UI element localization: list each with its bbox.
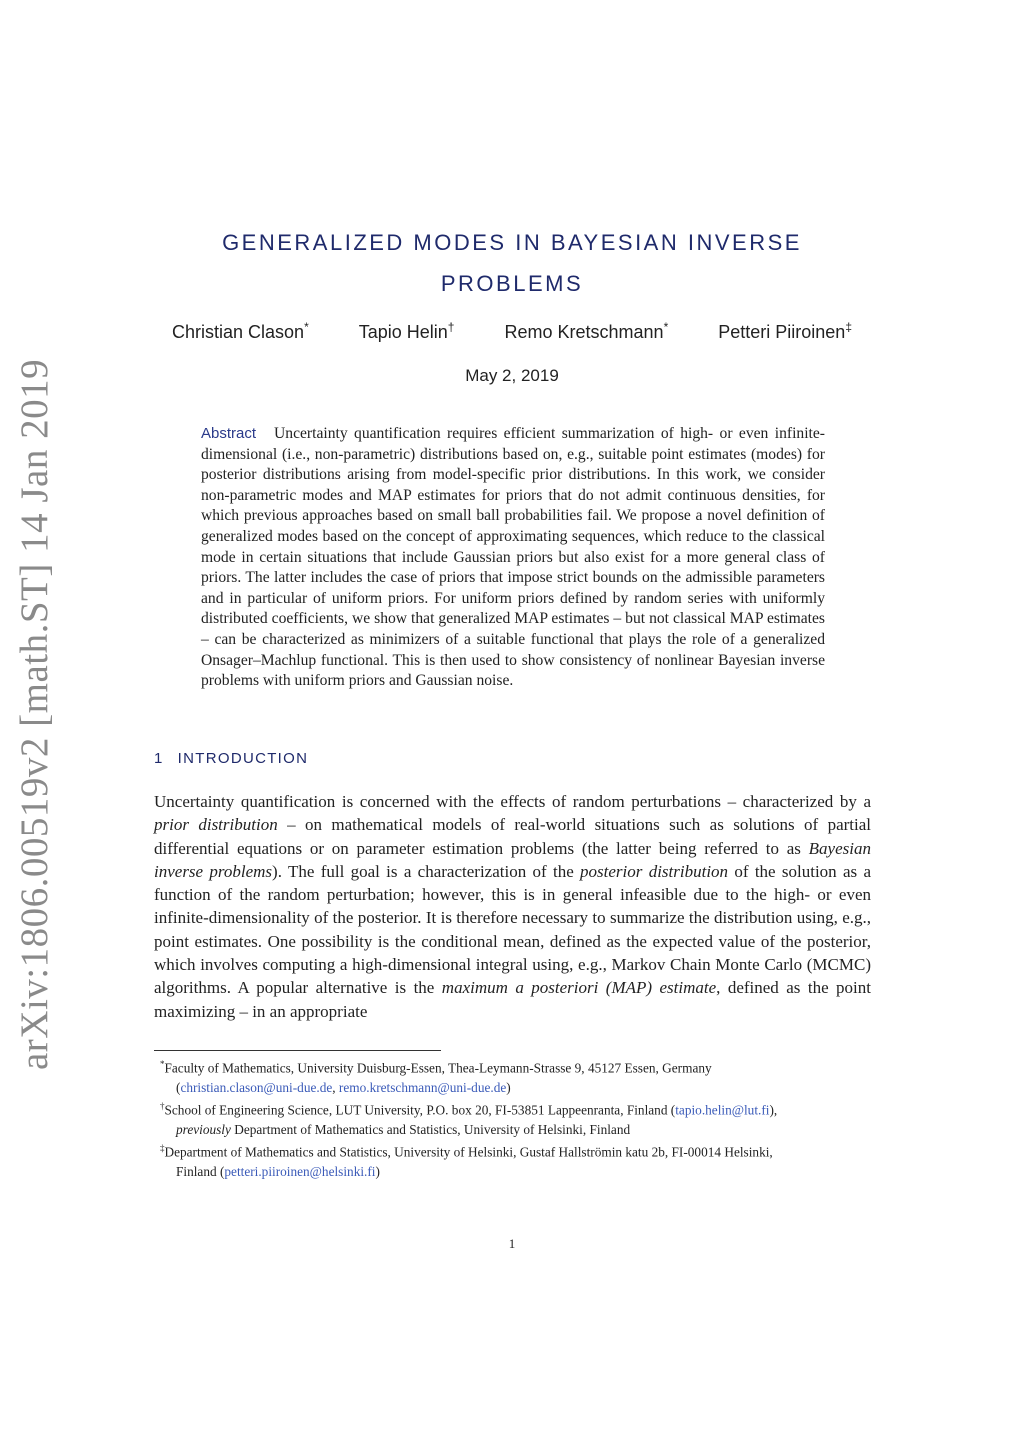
- emphasis-term: Bayesian inverse problems: [154, 838, 871, 881]
- author: Christian Clason*: [172, 320, 309, 342]
- email-link[interactable]: tapio.helin@lut.fi: [675, 1102, 770, 1118]
- footnote-divider: [154, 1050, 441, 1051]
- emphasis-term: prior distribution: [154, 815, 278, 835]
- author: Remo Kretschmann*: [504, 320, 669, 342]
- footnote-3: ‡Department of Mathematics and Statistics, University of Helsinki, Gustaf Hallströmin katu 2b, FI-00014 Helsinki, Finland (petteri.piiroinen@helsinki.fi): [160, 1143, 773, 1179]
- footnote-2: †School of Engineering Science, LUT University, P.O. box 20, FI-53851 Lappeenranta, Finland (tapio.helin@lut.fi), previously Department of Mathematics and Statistics, University of Helsinki, Finland: [160, 1101, 778, 1137]
- abstract-text: Uncertainty quantification requires efficient summarization of high- or even infinite-dimensional (i.e., non-parametric) distributions based on, e.g., suitable point estimates (modes) for posterior distributions arising from model-specific prior distributions. In this work, we consider non-parametric modes and MAP estimates for priors that do not admit continuous densities, for which previous approaches based on small ball probabilities fail. We propose a novel definition of generalized modes based on the concept of approximating sequences, which reduce to the classical mode in certain situations that include Gaussian priors but also exist for a more general class of priors. The latter includes the case of priors that impose strict bounds on the admissible parameters and in particular of uniform priors. For uniform priors defined by random series with uniformly distributed coefficients, we show that generalized MAP estimates – but not classical MAP estimates – can be characterized as minimizers of a suitable functional that plays the role of a generalized Onsager–Machlup functional. This is then used to show consistency of nonlinear Bayesian inverse problems with uniform priors and Gaussian noise.: [201, 425, 825, 690]
- footnotes: [160, 1055, 872, 1181]
- emphasis-term: maximum a posteriori (MAP) estimate: [441, 978, 717, 998]
- footnote-1: *Faculty of Mathematics, University Duisburg-Essen, Thea-Leymann-Strasse 9, 45127 Essen, Germany (christian.clason@uni-due.de, remo.kretschmann@uni-due.de): [160, 1059, 712, 1095]
- author: Tapio Helin†: [358, 320, 455, 342]
- email-link[interactable]: petteri.piiroinen@helsinki.fi: [224, 1163, 376, 1179]
- email-link[interactable]: christian.clason@uni-due.de: [180, 1079, 333, 1095]
- email-link[interactable]: remo.kretschmann@uni-due.de: [338, 1079, 507, 1095]
- title-line-1: GENERALIZED MODES IN BAYESIAN INVERSE: [222, 230, 802, 255]
- section-heading: [154, 750, 308, 767]
- author: Petteri Piiroinen‡: [718, 320, 852, 342]
- emphasis-term: posterior distribution: [580, 861, 729, 881]
- arxiv-identifier-stamp: arXiv:1806.00519v2 [math.ST] 14 Jan 2019: [13, 358, 56, 1070]
- abstract-label: Abstract: [201, 425, 257, 442]
- paper-title: [150, 222, 874, 304]
- section-title: INTRODUCTION: [177, 750, 309, 767]
- page-number: 1: [508, 1236, 516, 1251]
- introduction-paragraph: Uncertainty quantification is concerned with the effects of random perturbations – characterized by a prior distribution – on mathematical models of real-world situations such as solutions of partial differential equations or on parameter estimation problems (the latter being referred to as Bayesian inverse problems). The full goal is a characterization of the posterior distribution of the solution as a function of the random perturbation; however, this is in general infeasible due to the high- or even infinite-dimensionality of the posterior. It is therefore necessary to summarize the distribution using, e.g., point estimates. One possibility is the conditional mean, defined as the expected value of the posterior, which involves computing a high-dimensional integral using, e.g., Markov Chain Monte Carlo (MCMC) algorithms. A popular alternative is the maximum a posteriori (MAP) estimate, defined as the point maximizing – in an appropriate: [154, 792, 872, 1021]
- author-list: [150, 320, 874, 343]
- abstract: [201, 424, 825, 692]
- publication-date: May 2, 2019: [465, 366, 559, 385]
- title-line-2: PROBLEMS: [440, 271, 584, 296]
- section-number: 1: [154, 750, 164, 767]
